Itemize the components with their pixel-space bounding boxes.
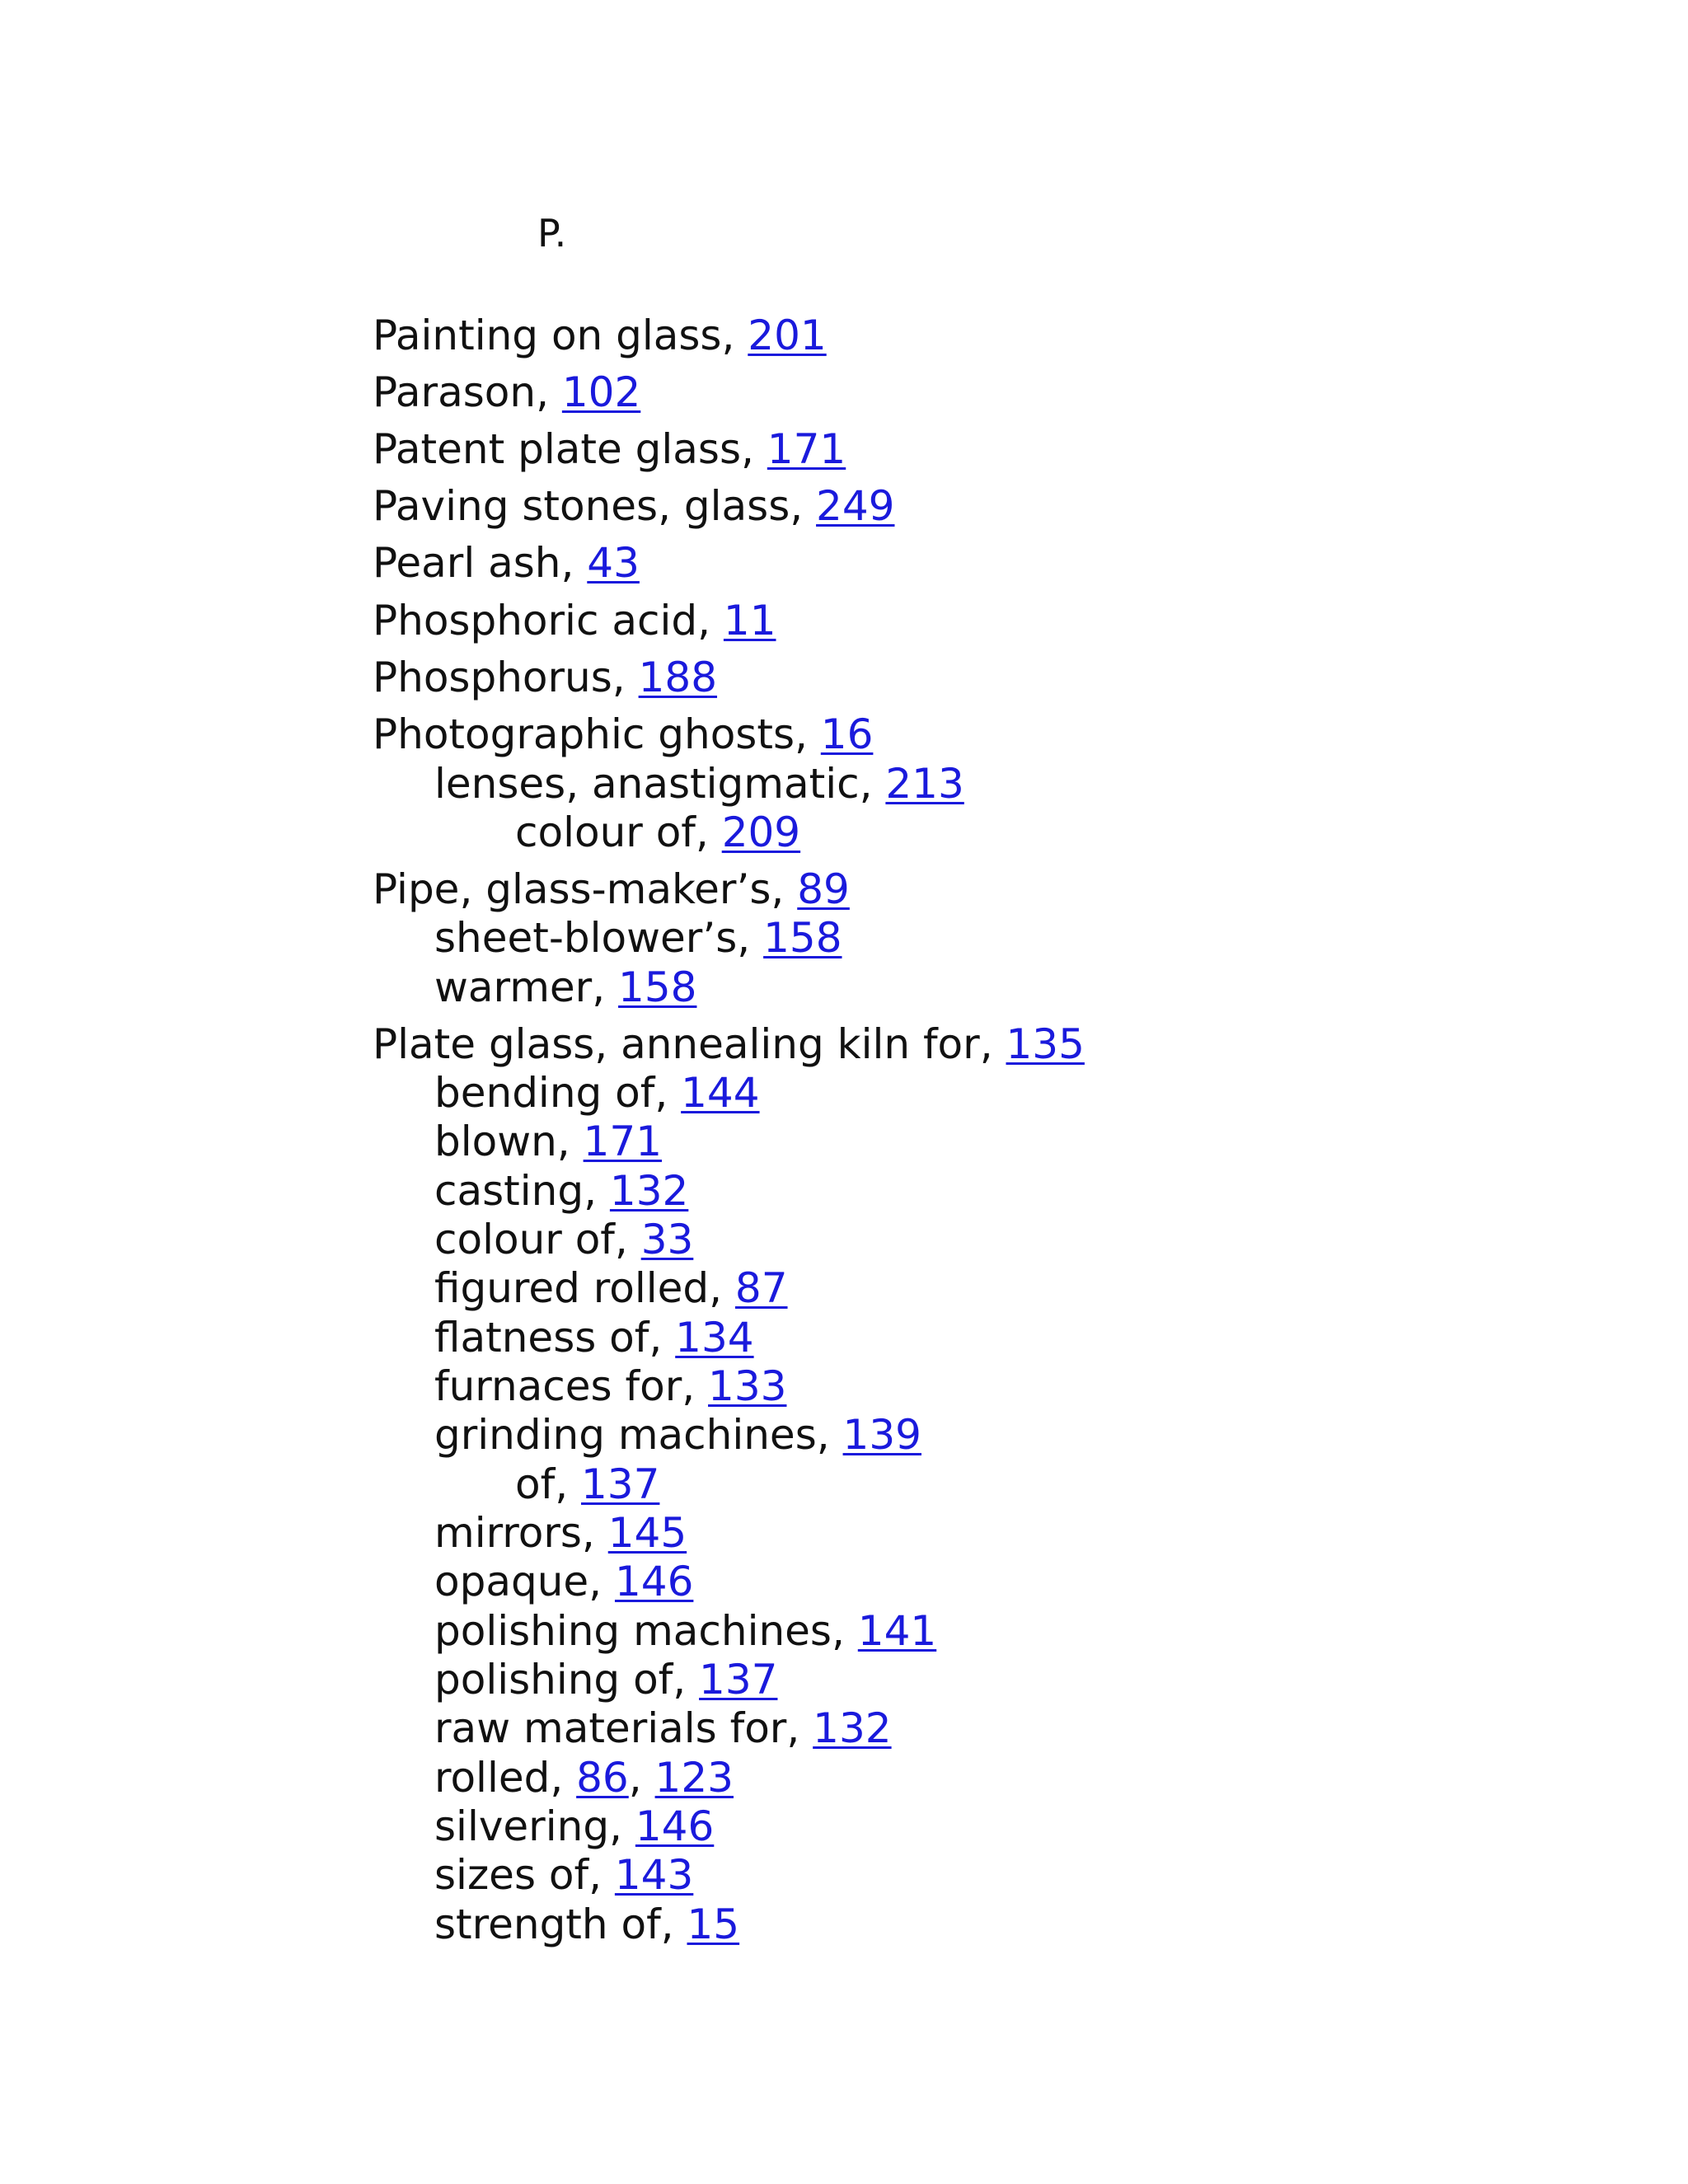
page-number-link[interactable]: 146: [614, 1558, 694, 1605]
entry-label: sheet-blower’s,: [434, 914, 764, 962]
section-letter-heading: P.: [537, 211, 567, 255]
entry-label: warmer,: [434, 963, 619, 1011]
index-entry: [434, 1215, 693, 1264]
index-entry: [373, 481, 894, 531]
page-number-link[interactable]: 132: [609, 1167, 689, 1215]
entry-label: furnaces for,: [434, 1362, 709, 1410]
page-number-link[interactable]: 146: [635, 1802, 715, 1850]
page-number-link[interactable]: 87: [734, 1264, 788, 1312]
entry-label: strength of,: [434, 1900, 687, 1948]
page-number-link[interactable]: 139: [842, 1411, 921, 1459]
entry-label: Painting on glass,: [373, 312, 748, 359]
page-number-link[interactable]: 86: [576, 1754, 629, 1802]
page-number-link[interactable]: 171: [767, 425, 846, 473]
page-number-link[interactable]: 134: [675, 1314, 754, 1361]
index-entry: [515, 808, 800, 857]
page-number-link[interactable]: 249: [816, 482, 895, 530]
index-entry: [434, 1802, 714, 1851]
index-entry: [434, 1410, 921, 1460]
index-entry: [434, 1313, 754, 1362]
entry-label: Pearl ash,: [373, 539, 588, 587]
index-entry: [434, 963, 696, 1012]
index-entry: [373, 538, 640, 588]
page-number-link[interactable]: 171: [583, 1118, 663, 1165]
page-number-link[interactable]: 209: [721, 808, 801, 856]
index-entry: [434, 1704, 892, 1753]
page-number-link[interactable]: 132: [813, 1704, 892, 1752]
entry-label: Phosphorus,: [373, 654, 639, 701]
page-number-link[interactable]: 143: [614, 1851, 694, 1899]
index-entry: [434, 1263, 788, 1313]
index-entry: [434, 1655, 777, 1704]
index-entry: [373, 311, 827, 360]
entry-label: of,: [515, 1460, 581, 1508]
index-entry: [434, 1508, 687, 1558]
page-number-link[interactable]: 15: [687, 1900, 740, 1948]
entry-label: Paving stones, glass,: [373, 482, 817, 530]
index-entry: [434, 1850, 693, 1900]
page-number-link[interactable]: 133: [708, 1362, 787, 1410]
index-entry: [434, 759, 964, 808]
entry-label: bending of,: [434, 1069, 682, 1117]
index-entry: [373, 865, 850, 914]
index-entry: [434, 1557, 693, 1606]
entry-label: blown,: [434, 1118, 584, 1165]
page-number-link[interactable]: 102: [561, 368, 641, 416]
page-number-link[interactable]: 141: [857, 1607, 937, 1655]
index-entry: [434, 1606, 936, 1656]
entry-label: lenses, anastigmatic,: [434, 760, 886, 808]
index-entry: [373, 596, 776, 645]
index-entry: [373, 368, 640, 417]
entry-label: Patent plate glass,: [373, 425, 767, 473]
entry-label: Phosphoric acid,: [373, 597, 724, 644]
entry-label: silvering,: [434, 1802, 635, 1850]
page-number-link[interactable]: 158: [618, 963, 697, 1011]
index-entry: [515, 1460, 659, 1509]
entry-label: casting,: [434, 1167, 610, 1215]
index-entry: [434, 913, 842, 963]
page-number-link[interactable]: 201: [748, 312, 827, 359]
index-entry: [434, 1117, 662, 1166]
entry-label: grinding machines,: [434, 1411, 843, 1459]
index-entry: [434, 1068, 760, 1118]
entry-label: Plate glass, annealing kiln for,: [373, 1020, 1006, 1068]
page-number-link[interactable]: 213: [885, 760, 964, 808]
page-number-link[interactable]: 137: [580, 1460, 660, 1508]
page-number-link[interactable]: 135: [1006, 1020, 1085, 1068]
page-number-link[interactable]: 43: [587, 539, 640, 587]
index-entry: [373, 424, 846, 474]
index-entry: [373, 1019, 1085, 1069]
index-entry: [434, 1361, 786, 1411]
entry-label: rolled,: [434, 1754, 577, 1802]
entry-label: figured rolled,: [434, 1264, 735, 1312]
index-entry: [373, 710, 873, 759]
page-number-link[interactable]: 137: [699, 1656, 778, 1704]
entry-label: flatness of,: [434, 1314, 676, 1361]
index-entry: [373, 653, 717, 702]
index-entry: [434, 1900, 739, 1949]
page-number-link[interactable]: 89: [797, 865, 850, 913]
entry-label: Pipe, glass-maker’s,: [373, 865, 798, 913]
page-number-link[interactable]: 188: [638, 654, 718, 701]
page-number-link[interactable]: 33: [640, 1216, 694, 1263]
entry-label: sizes of,: [434, 1851, 615, 1899]
page-number-link[interactable]: 123: [654, 1754, 734, 1802]
entry-label: colour of,: [515, 808, 722, 856]
index-entry: [434, 1753, 734, 1802]
page-number-link[interactable]: 145: [607, 1509, 687, 1557]
entry-label: Parason,: [373, 368, 562, 416]
page-number-link[interactable]: 158: [763, 914, 842, 962]
index-entry: [434, 1166, 688, 1216]
entry-label: raw materials for,: [434, 1704, 814, 1752]
page-number-link[interactable]: 11: [723, 597, 776, 644]
entry-label: polishing machines,: [434, 1607, 858, 1655]
entry-label: opaque,: [434, 1558, 615, 1605]
entry-label: polishing of,: [434, 1656, 700, 1704]
page-separator: ,: [628, 1754, 655, 1802]
entry-label: Photographic ghosts,: [373, 710, 821, 758]
entry-label: mirrors,: [434, 1509, 608, 1557]
entry-label: colour of,: [434, 1216, 641, 1263]
page-number-link[interactable]: 16: [820, 710, 874, 758]
page-number-link[interactable]: 144: [681, 1069, 760, 1117]
